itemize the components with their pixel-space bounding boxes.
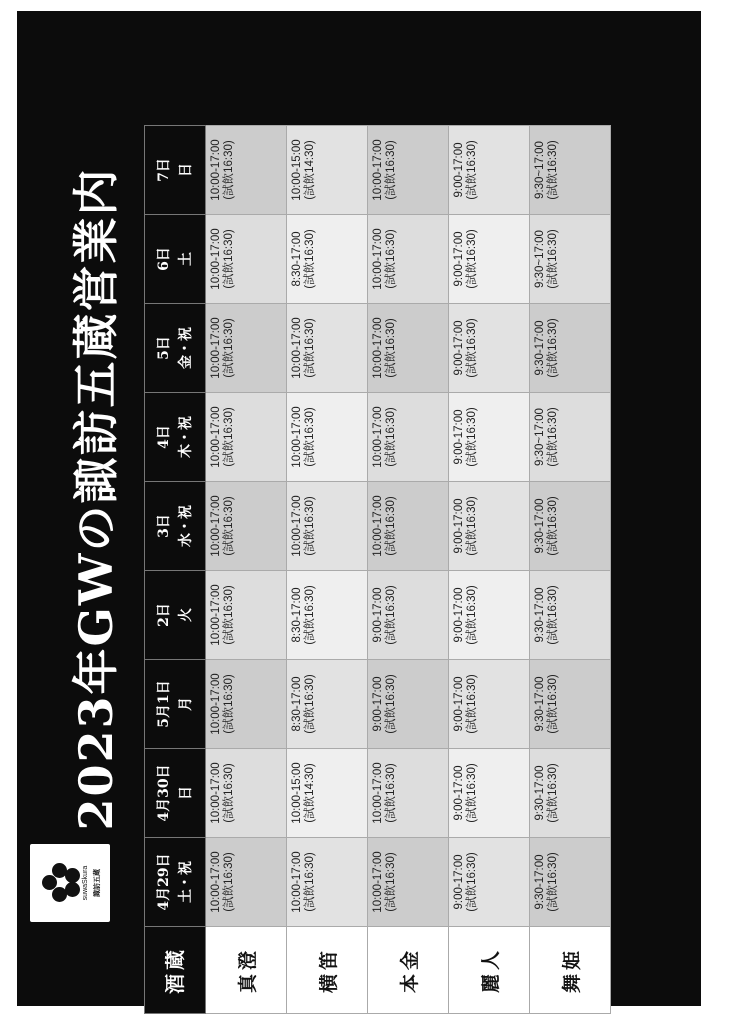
hours-cell [206, 215, 287, 304]
hours-cell [449, 749, 530, 838]
corner-label: 酒蔵 [145, 927, 206, 1014]
day-dow: 土・祝 [178, 861, 194, 903]
hours-cell [368, 393, 449, 482]
header-row [145, 126, 206, 1014]
hours-text: 10:00-17:00 [291, 317, 303, 379]
hours-cell [368, 215, 449, 304]
day-header [145, 482, 206, 571]
tasting-text: (試飲16:30) [547, 407, 559, 467]
tasting-text: (試飲16:30) [547, 763, 559, 823]
tasting-text: (試飲16:30) [385, 496, 397, 556]
day-date: 5月1日 [156, 680, 172, 728]
table-row [206, 126, 287, 1014]
hours-text: 10:00-17:00 [291, 495, 303, 557]
hours-text: 9:30-17:00 [534, 765, 546, 821]
hours-text: 10:00-17:00 [291, 851, 303, 913]
logo-brand-jp: 諏訪五蔵 [93, 869, 101, 897]
tasting-text: (試飲16:30) [385, 407, 397, 467]
day-dow: 火 [178, 608, 194, 622]
hours-cell [530, 304, 611, 393]
hours-text: 10:00-17:00 [210, 495, 222, 557]
logo-brand-en: suwaSkura [82, 865, 89, 901]
tasting-text: (試飲16:30) [385, 585, 397, 645]
hours-text: 10:00-17:00 [210, 317, 222, 379]
tasting-text: (試飲16:30) [466, 318, 478, 378]
day-dow: 水・祝 [178, 505, 194, 547]
hours-cell [206, 126, 287, 215]
hours-cell [287, 482, 368, 571]
hours-text: 9:30-17:00 [534, 676, 546, 732]
page-title: 2023年GWの諏訪五蔵営業内 [69, 167, 123, 831]
day-header [145, 393, 206, 482]
day-date: 3日 [156, 514, 172, 538]
hours-text: 9:30~17:00 [534, 408, 546, 466]
hours-cell [449, 393, 530, 482]
hours-text: 9:30-17:00 [534, 587, 546, 643]
day-header [145, 749, 206, 838]
tasting-text: (試飲16:30) [304, 318, 316, 378]
day-dow: 日 [178, 786, 194, 800]
hours-cell [449, 126, 530, 215]
hours-text: 10:00-17:00 [372, 406, 384, 468]
hours-text: 9:00-17:00 [453, 320, 465, 376]
day-date: 2日 [156, 603, 172, 627]
tasting-text: (試飲16:30) [304, 229, 316, 289]
table-row [368, 126, 449, 1014]
hours-text: 10:00-17:00 [210, 762, 222, 824]
tasting-text: (試飲16:30) [304, 852, 316, 912]
tasting-text: (試飲16:30) [547, 318, 559, 378]
tasting-text: (試飲16:30) [223, 318, 235, 378]
day-date: 4月30日 [156, 764, 172, 822]
hours-cell [287, 393, 368, 482]
hours-text: 9:00-17:00 [372, 676, 384, 732]
tasting-text: (試飲16:30) [223, 852, 235, 912]
day-date: 7日 [156, 158, 172, 182]
day-date: 4日 [156, 425, 172, 449]
hours-cell [449, 482, 530, 571]
hours-text: 10:00-17:00 [210, 584, 222, 646]
tasting-text: (試飲16:30) [466, 763, 478, 823]
tasting-text: (試飲16:30) [466, 140, 478, 200]
day-dow: 金・祝 [178, 327, 194, 369]
hours-cell [530, 215, 611, 304]
day-header [145, 660, 206, 749]
hours-cell [530, 838, 611, 927]
tasting-text: (試飲16:30) [304, 407, 316, 467]
tasting-text: (試飲14:30) [304, 140, 316, 200]
hours-cell [449, 215, 530, 304]
hours-cell [368, 571, 449, 660]
tasting-text: (試飲14:30) [304, 763, 316, 823]
hours-cell [449, 838, 530, 927]
table-row [287, 126, 368, 1014]
day-header [145, 838, 206, 927]
hours-cell [530, 482, 611, 571]
hours-text: 9:30-17:00 [534, 320, 546, 376]
hours-cell [206, 749, 287, 838]
hours-text: 10:00-17:00 [210, 139, 222, 201]
hours-cell [287, 749, 368, 838]
hours-cell [287, 660, 368, 749]
hours-cell [206, 838, 287, 927]
table-row [449, 126, 530, 1014]
hours-cell [368, 482, 449, 571]
hours-text: 9:00-17:00 [453, 231, 465, 287]
tasting-text: (試飲16:30) [547, 852, 559, 912]
day-dow: 日 [178, 163, 194, 177]
hours-cell [368, 126, 449, 215]
brewery-name: 舞姫 [530, 927, 611, 1014]
hours-text: 9:00-17:00 [372, 587, 384, 643]
hours-text: 10:00-17:00 [210, 673, 222, 735]
hours-cell [287, 571, 368, 660]
hours-cell [287, 215, 368, 304]
day-dow: 土 [178, 252, 194, 266]
hours-text: 10:00-17:00 [372, 139, 384, 201]
tasting-text: (試飲16:30) [223, 496, 235, 556]
brewery-name: 本金 [368, 927, 449, 1014]
hours-text: 9:00-17:00 [453, 498, 465, 554]
tasting-text: (試飲16:30) [304, 585, 316, 645]
hours-cell [287, 304, 368, 393]
hours-cell [368, 749, 449, 838]
day-date: 5日 [156, 336, 172, 360]
hours-text: 9:00-17:00 [453, 142, 465, 198]
tasting-text: (試飲16:30) [547, 674, 559, 734]
tasting-text: (試飲16:30) [385, 318, 397, 378]
hours-cell [530, 749, 611, 838]
hours-text: 9:30~17:00 [534, 230, 546, 288]
day-header [145, 126, 206, 215]
hours-cell [206, 660, 287, 749]
hours-text: 9:00-17:00 [453, 409, 465, 465]
brewery-name: 麗人 [449, 927, 530, 1014]
brewery-name: 横笛 [287, 927, 368, 1014]
tasting-text: (試飲16:30) [466, 407, 478, 467]
hours-cell [206, 393, 287, 482]
hours-cell [449, 660, 530, 749]
day-header [145, 304, 206, 393]
hours-text: 10:00-17:00 [372, 851, 384, 913]
tasting-text: (試飲16:30) [223, 585, 235, 645]
tasting-text: (試飲16:30) [466, 852, 478, 912]
tasting-text: (試飲16:30) [223, 407, 235, 467]
tasting-text: (試飲16:30) [223, 674, 235, 734]
hours-text: 10:00-17:00 [291, 406, 303, 468]
tasting-text: (試飲16:30) [547, 585, 559, 645]
tasting-text: (試飲16:30) [466, 496, 478, 556]
hours-text: 10:00-17:00 [210, 406, 222, 468]
tasting-text: (試飲16:30) [547, 229, 559, 289]
day-date: 6日 [156, 247, 172, 271]
hours-text: 10:00-15:00 [291, 762, 303, 824]
day-header [145, 571, 206, 660]
hours-cell [368, 304, 449, 393]
hours-text: 8:30-17:00 [291, 587, 303, 643]
hours-text: 9:30-17:00 [534, 498, 546, 554]
hours-cell [368, 838, 449, 927]
table-row [530, 126, 611, 1014]
hours-cell [530, 660, 611, 749]
hours-text: 8:30-17:00 [291, 676, 303, 732]
hours-text: 9:00-17:00 [453, 676, 465, 732]
day-dow: 月 [178, 697, 194, 711]
tasting-text: (試飲16:30) [223, 140, 235, 200]
tasting-text: (試飲16:30) [466, 674, 478, 734]
tasting-text: (試飲16:30) [223, 229, 235, 289]
hours-text: 10:00-17:00 [372, 317, 384, 379]
hours-text: 10:00-15:00 [291, 139, 303, 201]
hours-text: 9:30~17:00 [534, 141, 546, 199]
hours-text: 9:30-17:00 [534, 854, 546, 910]
tasting-text: (試飲16:30) [385, 852, 397, 912]
hours-text: 9:00-17:00 [453, 587, 465, 643]
tasting-text: (試飲16:30) [304, 496, 316, 556]
hours-cell [449, 304, 530, 393]
hours-cell [530, 571, 611, 660]
day-date: 4月29日 [156, 853, 172, 911]
hours-cell [206, 482, 287, 571]
hours-cell [287, 838, 368, 927]
hours-text: 8:30-17:00 [291, 231, 303, 287]
hours-text: 10:00-17:00 [210, 228, 222, 290]
tasting-text: (試飲16:30) [385, 763, 397, 823]
tasting-text: (試飲16:30) [385, 674, 397, 734]
tasting-text: (試飲16:30) [466, 585, 478, 645]
schedule-table [144, 125, 611, 1014]
hours-cell [368, 660, 449, 749]
hours-text: 9:00-17:00 [453, 854, 465, 910]
tasting-text: (試飲16:30) [304, 674, 316, 734]
hours-cell [206, 571, 287, 660]
tasting-text: (試飲16:30) [547, 140, 559, 200]
hours-cell [287, 126, 368, 215]
hours-text: 10:00-17:00 [372, 495, 384, 557]
hours-text: 9:00-17:00 [453, 765, 465, 821]
hours-cell [449, 571, 530, 660]
hours-cell [530, 393, 611, 482]
day-header [145, 215, 206, 304]
hours-cell [206, 304, 287, 393]
tasting-text: (試飲16:30) [547, 496, 559, 556]
tasting-text: (試飲16:30) [385, 140, 397, 200]
tasting-text: (試飲16:30) [466, 229, 478, 289]
tasting-text: (試飲16:30) [385, 229, 397, 289]
day-dow: 木・祝 [178, 416, 194, 458]
hours-text: 10:00-17:00 [372, 228, 384, 290]
tasting-text: (試飲16:30) [223, 763, 235, 823]
brewery-name: 真澄 [206, 927, 287, 1014]
hours-text: 10:00-17:00 [372, 762, 384, 824]
hours-text: 10:00-17:00 [210, 851, 222, 913]
hours-cell [530, 126, 611, 215]
